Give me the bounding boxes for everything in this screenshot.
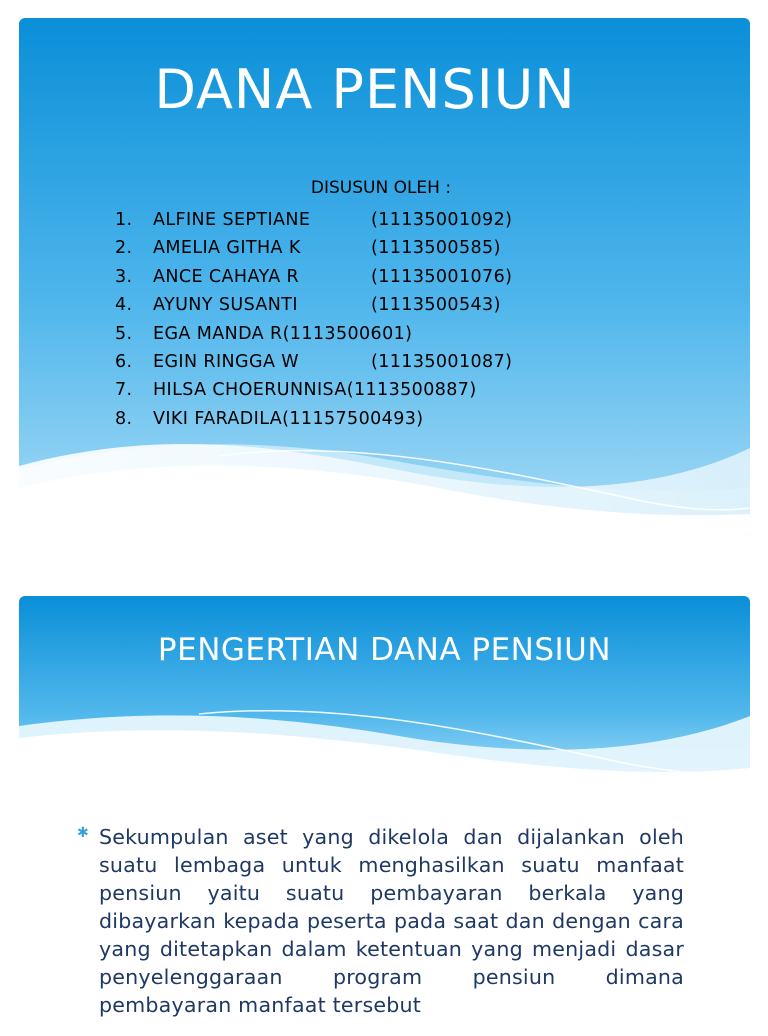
item-number: 3. (115, 266, 133, 287)
list-item (115, 263, 513, 291)
list-item (115, 291, 501, 319)
member-name: AYUNY SUSANTI (153, 295, 298, 316)
definition-slide (19, 596, 750, 1036)
member-name: ALFINE SEPTIANE (153, 210, 311, 230)
member-name: EGIN RINGGA W (153, 351, 300, 372)
title-slide (19, 18, 750, 536)
member-name: EGA MANDA R (153, 323, 283, 344)
member-name: HILSA CHOERUNNISA (153, 380, 347, 401)
member-list (115, 206, 513, 433)
item-number: 8. (115, 408, 133, 429)
item-number: 5. (115, 323, 133, 344)
member-id: (1113500601) (282, 323, 413, 344)
list-item (115, 206, 513, 234)
paragraph-text: Sekumpulan aset yang dikelola dan dijalankan oleh suatu lembaga untuk menghasilkan suatu manfaat pensiun yaitu suatu pembayaran berkala yang dibayarkan kepada peserta pada saat dan dengan cara yang ditetapkan dalam ketentuan yang menjadi dasar penyelenggaraan program pensiun dimana pembayaran manfaat tersebut (99, 825, 684, 1017)
member-id: (1113500887) (346, 380, 477, 401)
author-heading: DISUSUN OLEH : (310, 178, 452, 198)
item-number: 4. (115, 295, 133, 316)
list-item (115, 234, 501, 262)
slide-title: PENGERTIAN DANA PENSIUN (157, 632, 612, 668)
member-name: ANCE CAHAYA R (153, 266, 300, 287)
slide-header-background (19, 596, 750, 796)
member-id: (1113500585) (371, 238, 501, 259)
member-id: (11135001092) (371, 210, 513, 230)
member-id: (1113500543) (371, 295, 501, 316)
asterisk-bullet-icon: ✱ (77, 825, 89, 841)
slide-title: DANA PENSIUN (154, 58, 576, 121)
item-number: 7. (115, 380, 133, 401)
definition-paragraph (77, 823, 684, 1019)
list-item (115, 320, 477, 348)
list-item (115, 348, 513, 376)
member-id: (11135001087) (371, 351, 513, 372)
item-number: 6. (115, 351, 133, 372)
list-item (115, 405, 477, 433)
member-id: (11157500493) (282, 408, 424, 429)
item-number: 2. (115, 238, 133, 259)
member-name: AMELIA GITHA K (153, 238, 301, 259)
member-id: (11135001076) (371, 266, 513, 287)
member-name: VIKI FARADILA (153, 408, 283, 429)
list-item (115, 376, 477, 404)
item-number: 1. (115, 210, 133, 230)
